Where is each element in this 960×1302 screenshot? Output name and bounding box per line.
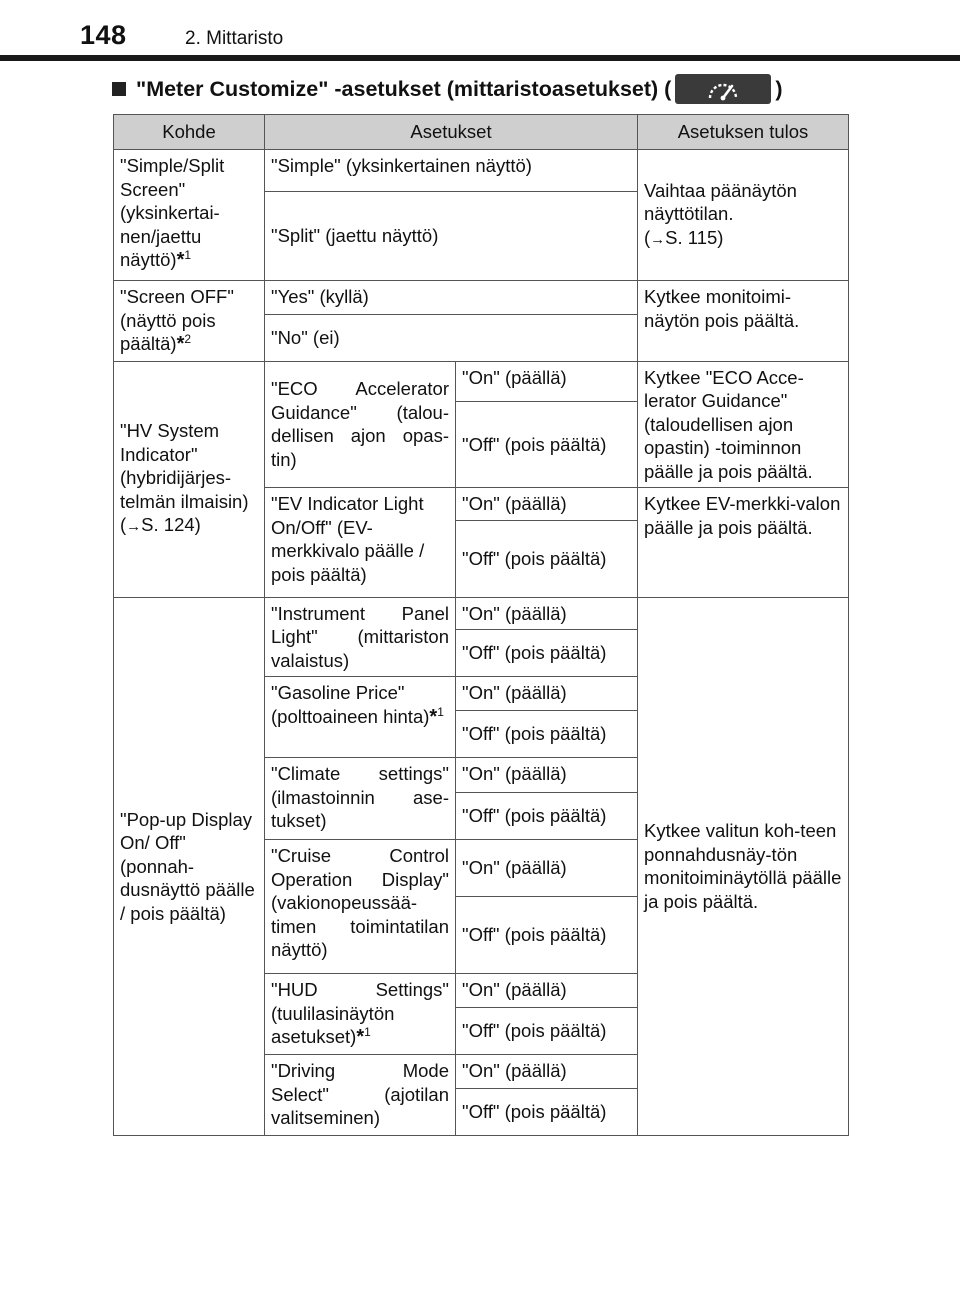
setting-cell: "Simple" (yksinkertainen näyttö) [265, 150, 638, 192]
setting-cell: "On" (päällä) [456, 840, 638, 897]
setting-cell: "Off" (pois päältä) [456, 401, 638, 487]
footnote-star: * [429, 705, 438, 728]
setting-cell: "On" (päällä) [456, 488, 638, 521]
column-header-result: Asetuksen tulos [638, 115, 849, 150]
sub-item-cell: "HUD Settings" (tuulilasinäytön asetukset)*$^1$ [265, 974, 456, 1055]
setting-cell: "Off" (pois päältä) [456, 793, 638, 840]
header-rule [0, 55, 960, 61]
sub-item-cell: "Gasoline Price" (polttoaineen hinta)*$^1$ [265, 677, 456, 758]
item-cell: "Screen OFF" (näyttö pois päältä)*$^2$ [114, 281, 265, 362]
page-number: 148 [80, 20, 127, 50]
setting-cell: "Off" (pois päältä) [456, 1089, 638, 1136]
result-cell: Kytkee EV-merkki-valon päälle ja pois päältä. [638, 488, 849, 598]
footnote-star: * [356, 1026, 365, 1048]
result-cell: Kytkee valitun koh-teen ponnahdusnäy-tön monitoiminäytöllä päälle ja pois päältä. [638, 597, 849, 1136]
table-row [114, 281, 849, 315]
chapter-title: 2. Mittaristo [185, 28, 284, 49]
result-cell: Kytkee "ECO Acce-lerator Guidance" (taloudellisen ajon opastin) -toiminnon päälle ja pois päältä. [638, 361, 849, 488]
setting-cell: "Off" (pois päältä) [456, 630, 638, 677]
setting-cell: "On" (päällä) [456, 597, 638, 630]
table-header-row [114, 115, 849, 150]
sub-item-cell: "EV Indicator Light On/Off" (EV-merkkivalo päälle / pois päältä) [265, 488, 456, 598]
setting-cell: "Yes" (kyllä) [265, 281, 638, 315]
footnote-star: * [176, 249, 185, 271]
sub-item-cell: "Driving Mode Select" (ajotilan valitseminen) [265, 1055, 456, 1136]
table-row [114, 361, 849, 401]
sub-item-cell: "ECO Accelerator Guidance" (talou-dellisen ajon opas-tin) [265, 361, 456, 488]
sub-item-cell: "Instrument Panel Light" (mittariston valaistus) [265, 597, 456, 677]
result-cell: Vaihtaa päänäytön näyttötilan. (→S. 115) [638, 150, 849, 281]
setting-cell: "On" (päällä) [456, 758, 638, 793]
arrow-right-icon: → [126, 518, 142, 536]
setting-cell: "On" (päällä) [456, 1055, 638, 1089]
setting-cell: "No" (ei) [265, 315, 638, 361]
bullet-square-icon [112, 82, 126, 96]
setting-cell: "Split" (jaettu näyttö) [265, 192, 638, 281]
column-header-settings: Asetukset [265, 115, 638, 150]
settings-table [113, 114, 849, 1136]
setting-cell: "Off" (pois päältä) [456, 897, 638, 974]
setting-cell: "Off" (pois päältä) [456, 1008, 638, 1055]
heading-text-end: ) [775, 76, 783, 101]
page-header [0, 0, 960, 60]
setting-cell: "On" (päällä) [456, 361, 638, 401]
result-cell: Kytkee monitoimi-näytön pois päältä. [638, 281, 849, 362]
setting-cell: "Off" (pois päältä) [456, 520, 638, 597]
column-header-item: Kohde [114, 115, 265, 150]
setting-cell: "On" (päällä) [456, 677, 638, 711]
setting-cell: "Off" (pois päältä) [456, 711, 638, 758]
gauge-settings-icon [675, 74, 771, 104]
item-cell: "Simple/Split Screen" (yksinkertai-nen/jaettu näyttö)*$^1$ [114, 150, 265, 281]
table-row [114, 150, 849, 192]
item-cell: "Pop-up Display On/ Off" (ponnah-dusnäyttö päälle / pois päältä) [114, 597, 265, 1136]
arrow-right-icon: → [650, 230, 666, 248]
footnote-star: * [176, 333, 185, 355]
sub-item-cell: "Cruise Control Operation Display" (vakionopeussää-timen toimintatilan näyttö) [265, 840, 456, 974]
heading-text: "Meter Customize" -asetukset (mittaristoasetukset) ( [136, 76, 672, 101]
table-row [114, 597, 849, 630]
sub-item-cell: "Climate settings" (ilmastoinnin ase-tukset) [265, 758, 456, 840]
section-heading [112, 73, 783, 105]
item-cell: "HV System Indicator" (hybridijärjes-telmän ilmaisin) (→S. 124) [114, 361, 265, 597]
setting-cell: "On" (päällä) [456, 974, 638, 1008]
